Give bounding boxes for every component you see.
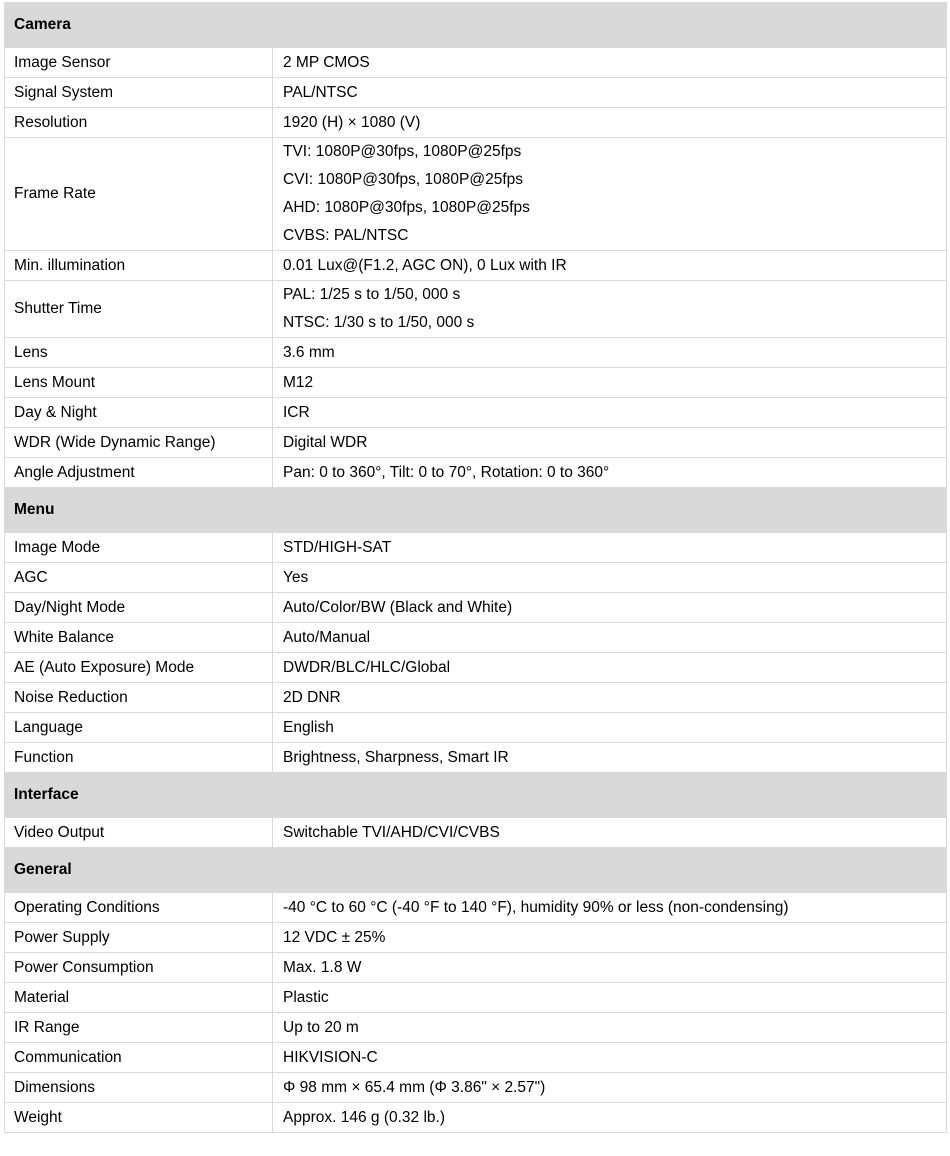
section-title: Interface <box>5 773 947 818</box>
spec-value-line: 3.6 mm <box>283 343 335 361</box>
spec-value-line: 2D DNR <box>283 688 341 706</box>
spec-value <box>273 563 947 593</box>
section-title: Camera <box>5 3 947 48</box>
spec-value-line: CVBS: PAL/NTSC <box>283 227 409 244</box>
spec-row-ir-range <box>5 1013 947 1043</box>
spec-value-line: Switchable TVI/AHD/CVI/CVBS <box>283 823 500 841</box>
section-header-general <box>5 848 947 893</box>
section-header-interface <box>5 773 947 818</box>
spec-label: WDR (Wide Dynamic Range) <box>5 428 273 458</box>
spec-value-line: Brightness, Sharpness, Smart IR <box>283 748 509 766</box>
spec-label: Day & Night <box>5 398 273 428</box>
spec-label: Material <box>5 983 273 1013</box>
spec-value-line: Up to 20 m <box>283 1018 359 1036</box>
spec-value-line: Auto/Color/BW (Black and White) <box>283 598 513 616</box>
spec-value <box>273 533 947 563</box>
spec-value-line: STD/HIGH-SAT <box>283 538 392 556</box>
spec-row-language <box>5 713 947 743</box>
spec-value-line: Pan: 0 to 360°, Tilt: 0 to 70°, Rotation: 0 to 360° <box>283 463 610 481</box>
spec-label: Shutter Time <box>5 281 273 338</box>
spec-label: Frame Rate <box>5 138 273 251</box>
spec-value <box>273 338 947 368</box>
spec-row-shutter-time <box>5 281 947 338</box>
spec-value <box>273 458 947 488</box>
spec-row-dimensions <box>5 1073 947 1103</box>
spec-row-image-mode <box>5 533 947 563</box>
section-header-camera <box>5 3 947 48</box>
spec-value-line: TVI: 1080P@30fps, 1080P@25fps <box>283 143 522 160</box>
spec-value-line: PAL: 1/25 s to 1/50, 000 s <box>283 286 461 303</box>
spec-label: AE (Auto Exposure) Mode <box>5 653 273 683</box>
spec-value-line: DWDR/BLC/HLC/Global <box>283 658 451 676</box>
spec-value <box>273 1013 947 1043</box>
spec-row-power-supply <box>5 923 947 953</box>
spec-value-line: Auto/Manual <box>283 628 371 646</box>
spec-value <box>273 48 947 78</box>
spec-row-resolution <box>5 108 947 138</box>
spec-value-line: HIKVISION-C <box>283 1048 378 1066</box>
spec-value <box>273 1103 947 1133</box>
spec-label: White Balance <box>5 623 273 653</box>
spec-label: Power Supply <box>5 923 273 953</box>
spec-row-signal-system <box>5 78 947 108</box>
spec-value <box>273 1043 947 1073</box>
spec-value <box>273 428 947 458</box>
spec-label: Image Sensor <box>5 48 273 78</box>
spec-value <box>273 818 947 848</box>
spec-value-line: Digital WDR <box>283 433 368 451</box>
spec-value <box>273 923 947 953</box>
spec-row-communication <box>5 1043 947 1073</box>
spec-value-line: 12 VDC ± 25% <box>283 928 386 946</box>
spec-value-line: Plastic <box>283 988 329 1006</box>
spec-label: IR Range <box>5 1013 273 1043</box>
spec-row-material <box>5 983 947 1013</box>
section-header-menu <box>5 488 947 533</box>
spec-value-line: Max. 1.8 W <box>283 958 362 976</box>
spec-row-agc <box>5 563 947 593</box>
spec-label: Weight <box>5 1103 273 1133</box>
spec-label: Lens Mount <box>5 368 273 398</box>
spec-value <box>273 953 947 983</box>
spec-row-function <box>5 743 947 773</box>
spec-table <box>4 2 947 1133</box>
spec-value <box>273 281 947 338</box>
spec-value <box>273 108 947 138</box>
spec-row-wdr-wide-dynamic-range <box>5 428 947 458</box>
spec-value-line: M12 <box>283 373 314 391</box>
spec-value <box>273 683 947 713</box>
spec-label: Day/Night Mode <box>5 593 273 623</box>
spec-row-image-sensor <box>5 48 947 78</box>
spec-label: Video Output <box>5 818 273 848</box>
spec-value <box>273 368 947 398</box>
spec-row-day-night <box>5 398 947 428</box>
spec-value-line: Approx. 146 g (0.32 lb.) <box>283 1108 445 1126</box>
spec-row-day-night-mode <box>5 593 947 623</box>
spec-label: Function <box>5 743 273 773</box>
spec-value <box>273 893 947 923</box>
spec-row-noise-reduction <box>5 683 947 713</box>
spec-value <box>273 1073 947 1103</box>
spec-value-line: 1920 (H) × 1080 (V) <box>283 113 421 131</box>
spec-value-line: ICR <box>283 403 310 421</box>
spec-value-line: CVI: 1080P@30fps, 1080P@25fps <box>283 171 524 188</box>
section-title: Menu <box>5 488 947 533</box>
spec-row-angle-adjustment <box>5 458 947 488</box>
spec-value-line: 2 MP CMOS <box>283 53 370 71</box>
spec-label: Resolution <box>5 108 273 138</box>
spec-row-min-illumination <box>5 251 947 281</box>
spec-value-line: PAL/NTSC <box>283 83 358 101</box>
section-title: General <box>5 848 947 893</box>
spec-label: Image Mode <box>5 533 273 563</box>
spec-value-line: Yes <box>283 568 309 586</box>
spec-row-white-balance <box>5 623 947 653</box>
spec-value-line: English <box>283 718 334 736</box>
spec-label: AGC <box>5 563 273 593</box>
spec-value-line: Φ 98 mm × 65.4 mm (Φ 3.86" × 2.57") <box>283 1078 546 1096</box>
spec-value <box>273 593 947 623</box>
spec-label: Signal System <box>5 78 273 108</box>
spec-row-lens-mount <box>5 368 947 398</box>
spec-label: Communication <box>5 1043 273 1073</box>
spec-row-frame-rate <box>5 138 947 251</box>
spec-value <box>273 983 947 1013</box>
spec-row-weight <box>5 1103 947 1133</box>
spec-value <box>273 251 947 281</box>
spec-row-video-output <box>5 818 947 848</box>
spec-row-power-consumption <box>5 953 947 983</box>
spec-label: Min. illumination <box>5 251 273 281</box>
spec-label: Operating Conditions <box>5 893 273 923</box>
spec-value <box>273 398 947 428</box>
spec-label: Dimensions <box>5 1073 273 1103</box>
spec-value <box>273 713 947 743</box>
spec-label: Lens <box>5 338 273 368</box>
spec-row-lens <box>5 338 947 368</box>
spec-value <box>273 623 947 653</box>
spec-value-line: -40 °C to 60 °C (-40 °F to 140 °F), humidity 90% or less (non-condensing) <box>283 898 789 916</box>
spec-row-operating-conditions <box>5 893 947 923</box>
spec-value <box>273 653 947 683</box>
spec-label: Angle Adjustment <box>5 458 273 488</box>
spec-value-line: 0.01 Lux@(F1.2, AGC ON), 0 Lux with IR <box>283 256 567 274</box>
spec-row-ae-auto-exposure-mode <box>5 653 947 683</box>
spec-value <box>273 78 947 108</box>
spec-value <box>273 743 947 773</box>
spec-value <box>273 138 947 251</box>
spec-table-body <box>5 3 947 1133</box>
spec-label: Noise Reduction <box>5 683 273 713</box>
spec-label: Power Consumption <box>5 953 273 983</box>
spec-value-line: AHD: 1080P@30fps, 1080P@25fps <box>283 199 530 216</box>
spec-label: Language <box>5 713 273 743</box>
spec-value-line: NTSC: 1/30 s to 1/50, 000 s <box>283 314 475 331</box>
